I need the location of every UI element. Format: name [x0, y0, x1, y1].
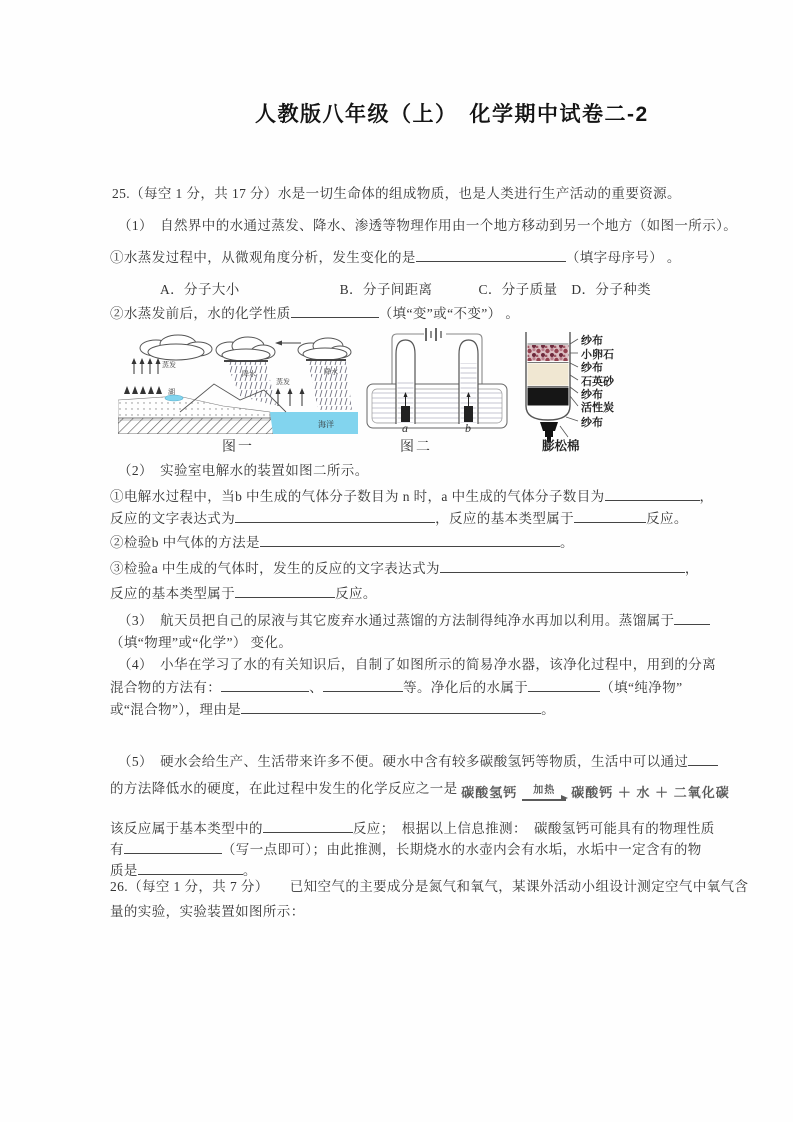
q25-part1-sub2: ②水蒸发前后，水的化学性质 （填“变”或“不变”） 。 [110, 306, 520, 321]
q26-line2: 量的实验，实验装置如图所示： [110, 904, 305, 919]
layer-label-pebbles: 小卵石 [581, 349, 614, 361]
evaporation-arrows-left [134, 361, 158, 374]
q25-part4-line3: 或“混合物”），理由是 。 [110, 702, 556, 717]
answer-blank [241, 710, 541, 714]
q25-part5-line1: （5） 硬水会给生产、生活带来许多不便。硬水中含有较多碳酸氢钙等物质，生活中可以通过 [118, 753, 718, 772]
q25-part5-line5: 质是 。 [110, 863, 257, 878]
ground-soil [118, 396, 270, 420]
q25-part5-line4: 有 （写一点即可）；由此推测，长期烧水的水壶内会有水垢，水垢中一定含有的物 [110, 842, 702, 857]
q25-part2-sub3-line1: ③检验a 中生成的气体时，发生的反应的文字表达式为 ， [110, 561, 699, 576]
nozzle [540, 422, 558, 431]
layer-label-gauze: 纱布 [581, 417, 603, 429]
ground-hatch [118, 418, 273, 434]
q25-part2-intro: （2） 实验室电解水的装置如图二所示。 [118, 463, 369, 478]
q25-part5-line2: 的方法降低水的硬度，在此过程中发生的化学反应之一是 碳酸氢钙 加热 碳酸钙 ＋ 水 ＋ 二氧化碳 [110, 780, 730, 802]
sea [270, 412, 358, 434]
electrode-b [464, 406, 473, 422]
q25-stem: 25.（每空 1 分，共 17 分）水是一切生命体的组成物质，也是人类进行生产活动的重要资源。 [112, 186, 681, 201]
answer-blank [323, 688, 403, 692]
figure2-caption: 图二 [400, 440, 432, 455]
figure1-caption: 图一 [222, 440, 254, 455]
layer-label-activated-carbon: 活性炭 [581, 402, 614, 414]
answer-blank [260, 543, 560, 547]
answer-blank [440, 569, 685, 573]
answer-blank [124, 850, 222, 854]
equation-reactant: 碳酸氢钙 [461, 785, 518, 800]
chemical-equation [461, 784, 729, 802]
q25-part5-line3: 该反应属于基本类型中的 反应； 根据以上信息推测： 碳酸氢钙可能具有的物理性质 [110, 821, 715, 836]
pebble-layer [528, 345, 569, 361]
q25-part2-sub2: ②检验b 中气体的方法是 。 [110, 535, 574, 550]
label-fluffy-cotton: 膨松棉 [542, 439, 580, 453]
electrode-a [401, 406, 410, 422]
option-d: D．分子种类 [571, 282, 652, 297]
q25-part2-sub1-line1: ①电解水过程中，当b 中生成的气体分子数目为 n 时，a 中生成的气体分子数目为 ， [110, 489, 714, 504]
q26-line1: 26.（每空 1 分，共 7 分） 已知空气的主要成分是氮气和氧气，某课外活动小组设计测定空气中氧气含 [110, 879, 749, 894]
q25-part1-options [160, 281, 651, 300]
reaction-arrow [522, 786, 566, 801]
q25-part4-line1: （4） 小华在学习了水的有关知识后，自制了如图所示的简易净水器，该净化过程中，用到的分离 [118, 657, 717, 672]
layer-label-quartz-sand: 石英砂 [581, 376, 614, 388]
figure-purifier [518, 330, 668, 456]
trees [124, 386, 162, 394]
rain-inland [226, 362, 276, 406]
layer-label-gauze: 纱布 [581, 362, 603, 374]
precipitation-label: 降水 [242, 371, 256, 378]
q25-part2-sub3-line2: 反应的基本类型属于 反应。 [110, 586, 377, 601]
trough-water [372, 389, 502, 423]
q25-part3-line2: （填“物理”或“化学”） 变化。 [110, 635, 293, 650]
layer-label-gauze: 纱布 [581, 389, 603, 401]
sand-layer [528, 364, 569, 386]
tube-a-label: a [402, 421, 408, 434]
option-b: B．分子间距离 [339, 282, 433, 297]
lake-label: 湖 [168, 389, 175, 396]
option-c: C．分子质量 [478, 282, 558, 297]
layer-label-gauze: 纱布 [581, 335, 603, 347]
answer-blank [291, 314, 379, 318]
battery-icon [426, 328, 441, 341]
answer-blank [235, 519, 435, 523]
tube-b-label: b [465, 421, 471, 434]
carbon-layer [528, 388, 569, 406]
answer-blank [263, 829, 353, 833]
option-a: A．分子大小 [160, 282, 240, 297]
q25-part4-line2: 混合物的方法有： 、 等。净化后的水属于 （填“纯净物” [110, 680, 683, 695]
precipitation-label: 降水 [324, 369, 338, 376]
answer-blank [221, 688, 309, 692]
q25-part2-sub1-line2: 反应的文字表达式为 ，反应的基本类型属于 反应。 [110, 511, 688, 526]
evaporation-label: 蒸发 [276, 379, 290, 386]
answer-blank [674, 621, 710, 625]
answer-blank [138, 871, 243, 875]
figure-water-cycle [118, 334, 358, 434]
answer-blank [605, 497, 700, 501]
answer-blank [688, 762, 718, 766]
q25-part1-sub1: ①水蒸发过程中，从微观角度分析，发生变化的是 （填字母序号） 。 [110, 250, 681, 265]
q25-part3-line1: （3） 航天员把自己的尿液与其它废弃水通过蒸馏的方法制得纯净水再加以利用。蒸馏属于 [118, 612, 710, 631]
answer-blank [574, 519, 646, 523]
reaction-condition: 加热 [533, 784, 556, 796]
q25-part1-intro: （1） 自然界中的水通过蒸发、降水、渗透等物理作用由一个地方移动到另一个地方（如图一所示）。 [118, 218, 738, 233]
answer-blank [235, 594, 335, 598]
answer-blank [416, 258, 566, 262]
clouds [140, 335, 351, 361]
figure-electrolysis [362, 326, 512, 434]
page-title: 人教版八年级（上） 化学期中试卷二-2 [255, 103, 649, 126]
answer-blank [528, 688, 600, 692]
equation-products: 碳酸钙 ＋ 水 ＋ 二氧化碳 [571, 785, 730, 800]
ocean-label: 海洋 [318, 420, 334, 429]
evaporation-label: 蒸发 [162, 362, 176, 369]
